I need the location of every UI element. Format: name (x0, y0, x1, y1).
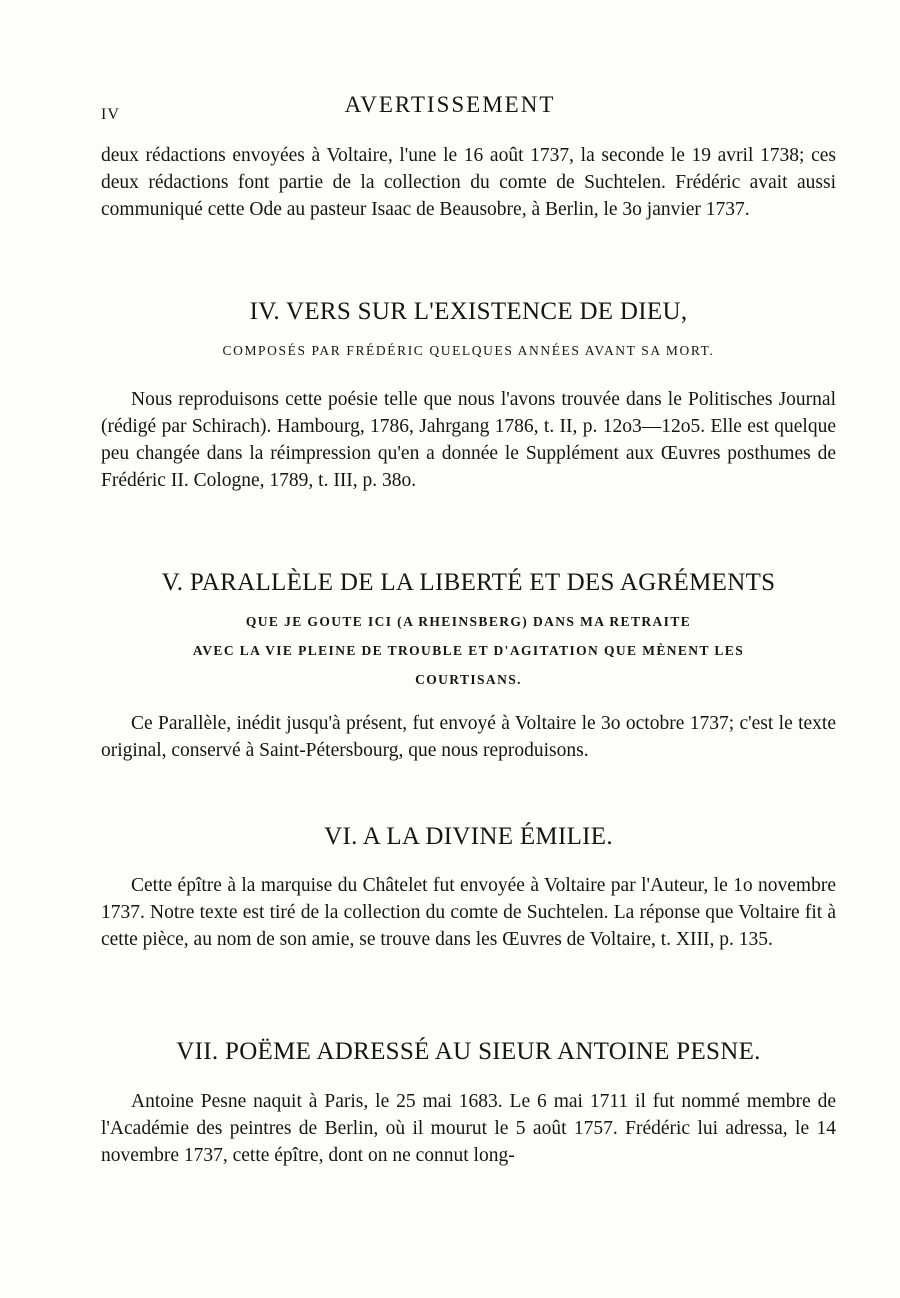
page-number: IV (101, 106, 120, 123)
section-5-paragraph: Ce Parallèle, inédit jusqu'à présent, fut envoyé à Voltaire le 3o octobre 1737; c'est le texte original, conservé à Saint-Pétersbourg, que nous reproduisons. (101, 713, 836, 761)
running-head (0, 92, 900, 132)
intro-paragraph: deux rédactions envoyées à Voltaire, l'une le 16 août 1737, la seconde le 19 avril 1738; ces deux rédactions font partie de la collection du comte de Suchtelen. Frédéric avait aussi communiqué cette Ode au pasteur Isaac de Beausobre, à Berlin, le 3o janvier 1737. (101, 145, 836, 220)
section-6-paragraph: Cette épître à la marquise du Châtelet fut envoyée à Voltaire par l'Auteur, le 1o novembre 1737. Notre texte est tiré de la collection du comte de Suchtelen. La réponse que Voltaire fit à cette pièce, au nom de son amie, se trouve dans les Œuvres de Voltaire, t. XIII, p. 135. (101, 875, 836, 950)
section-4-paragraph: Nous reproduisons cette poésie telle que nous l'avons trouvée dans le Politisches Journal (rédigé par Schirach). Hambourg, 1786, Jahrgang 1786, t. II, p. 12o3—12o5. Elle est quelque peu changée dans la réimpression qu'en a donnée le Supplément aux Œuvres posthumes de Frédéric II. Cologne, 1789, t. III, p. 38o. (101, 389, 836, 491)
section-4-body (101, 386, 836, 494)
intro-paragraph-block (101, 142, 836, 223)
section-5-subtitle-line: COURTISANS. (415, 672, 522, 687)
section-7-title: VII. POËME ADRESSÉ AU SIEUR ANTOINE PESNE. (176, 1038, 761, 1065)
section-4-title: IV. VERS SUR L'EXISTENCE DE DIEU, (249, 298, 688, 325)
section-5-body (101, 710, 836, 764)
section-7-body (101, 1088, 836, 1169)
section-5-subtitle (101, 607, 836, 694)
section-7-paragraph: Antoine Pesne naquit à Paris, le 25 mai 1683. Le 6 mai 1711 il fut nommé membre de l'Académie des peintres de Berlin, où il mourut le 5 août 1757. Frédéric lui adressa, le 14 novembre 1737, cette épître, dont on ne connut long- (101, 1091, 836, 1166)
section-4-subtitle-line: COMPOSÉS PAR FRÉDÉRIC QUELQUES ANNÉES AVANT SA MORT. (222, 343, 715, 358)
section-5-subtitle-line: AVEC LA VIE PLEINE DE TROUBLE ET D'AGITATION QUE MÈNENT LES (192, 643, 745, 658)
section-5-subtitle-line: QUE JE GOUTE ICI (A RHEINSBERG) DANS MA RETRAITE (245, 614, 692, 629)
section-5-title: V. PARALLÈLE DE LA LIBERTÉ ET DES AGRÉMENTS (161, 569, 776, 596)
section-4-subtitle (101, 336, 836, 365)
section-6-body (101, 872, 836, 953)
section-6-title: VI. A LA DIVINE ÉMILIE. (324, 823, 613, 850)
running-head-title: AVERTISSEMENT (344, 92, 556, 117)
